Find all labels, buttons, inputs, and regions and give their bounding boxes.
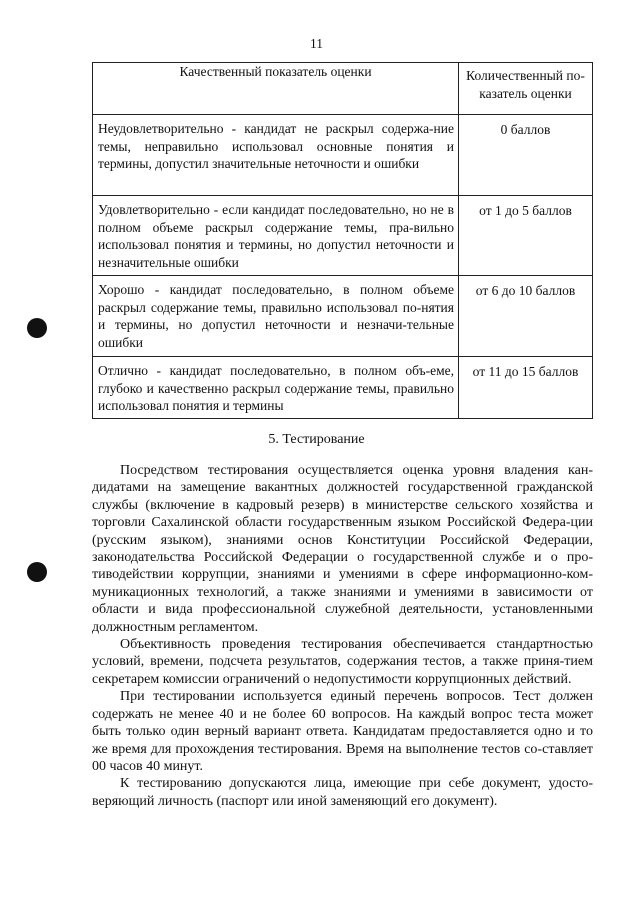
row-description: Отлично - кандидат последовательно, в полном объ-еме, глубоко и качественно раскрыл содержание темы, правильно использовал понятия и термины [93,357,459,419]
paragraph: Объективность проведения тестирования обеспечивается стандартностью условий, времени, подсчета результатов, содержания тестов, а также приня-тием секретарем комиссии ограничений о недопустимости коррупционных действий. [92,637,593,687]
row-description: Удовлетворительно - если кандидат последовательно, но не в полном объеме раскрыл содержание темы, пра-вильно использовал понятия и термины, но допустил неточности и незначительные ошибки [93,196,459,276]
page-number: 11 [310,36,323,51]
body-text [92,462,593,810]
table-row [93,357,593,419]
row-score: от 1 до 5 баллов [459,196,593,276]
table-header-row [93,63,593,115]
table-row [93,196,593,276]
punch-hole-icon [27,318,47,338]
header-quality: Качественный показатель оценки [93,63,459,115]
section-title: 5. Тестирование [268,432,365,447]
header-quantity: Количественный по-казатель оценки [459,63,593,115]
row-description: Неудовлетворительно - кандидат не раскрыл содержа-ние темы, неправильно использовал основные понятия и термины, допустил значительные неточности и ошибки [93,115,459,196]
grading-table [92,62,593,419]
table-row [93,276,593,357]
row-description: Хорошо - кандидат последовательно, в полном объеме раскрыл содержание темы, правильно использовал по-нятия и термины, но допустил неточности и незначи-тельные ошибки [93,276,459,357]
row-score: от 11 до 15 баллов [459,357,593,419]
row-score: 0 баллов [459,115,593,196]
table-row [93,115,593,196]
row-score: от 6 до 10 баллов [459,276,593,357]
punch-hole-icon [27,562,47,582]
paragraph: При тестировании используется единый перечень вопросов. Тест должен содержать не менее 40 и не более 60 вопросов. На каждый вопрос теста может быть только один верный вариант ответа. Кандидатам предоставляется одно и то же время для прохождения тестирования. Время на выполнение тестов со-ставляет 00 часов 40 минут. [92,689,593,774]
paragraph: Посредством тестирования осуществляется оценка уровня владения кан-дидатами на замещение вакантных должностей государственной гражданской службы (включение в кадровый резерв) в министерстве сельского хозяйства и торговли Сахалинской области государственным языком Российской Федера-ции (русским языком), знаниями основ Конституции Российской Федерации, законодательства Российской Федерации о государственной службе и о про-тиводействии коррупции, знаниями и умениями в сфере информационно-ком-муникационных технологий, а также знаниями и умениями в зависимости от области и вида профессиональной служебной деятельности, установленными должностным регламентом. [92,463,593,635]
paragraph: К тестированию допускаются лица, имеющие при себе документ, удосто-веряющий личность (паспорт или иной заменяющий его документ). [92,776,593,809]
